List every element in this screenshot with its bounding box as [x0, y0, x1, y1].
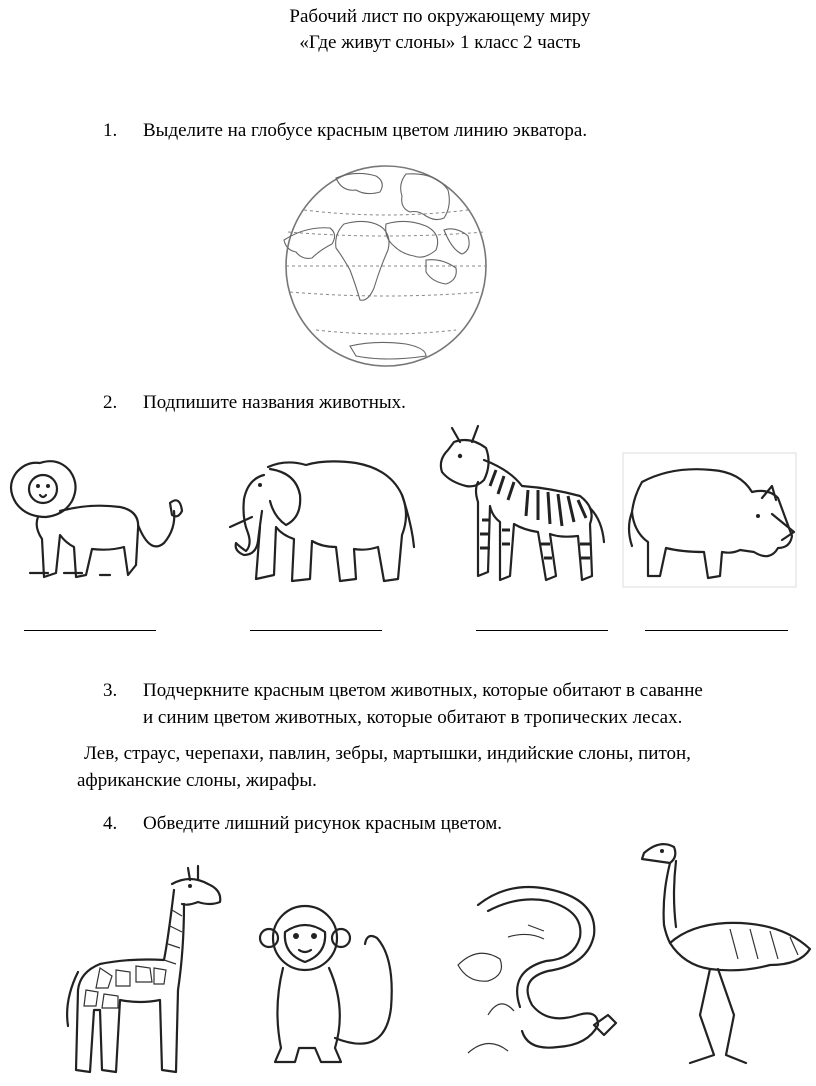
task-4-number: 4.	[103, 813, 118, 834]
worksheet-title-line1: Рабочий лист по окружающему миру	[289, 6, 591, 27]
lion-image[interactable]	[0, 455, 190, 585]
rhino-drawing	[629, 469, 794, 578]
task-3-text-line1: Подчеркните красным цветом животных, которые обитают в саванне	[143, 680, 703, 701]
task-2	[103, 389, 803, 417]
giraffe-drawing	[67, 866, 220, 1072]
worksheet-title-line2: «Где живут слоны» 1 класс 2 часть	[299, 32, 581, 53]
task-4-text: Обведите лишний рисунок красным цветом.	[143, 813, 503, 834]
lion-drawing	[11, 461, 182, 577]
zebra-drawing	[441, 426, 604, 580]
giraffe-image[interactable]	[60, 860, 230, 1080]
answer-line-elephant[interactable]	[250, 630, 382, 631]
task-3-text-line2: и синим цветом животных, которые обитают в тропических лесах.	[143, 707, 683, 728]
animal-list-line1: Лев, страус, черепахи, павлин, зебры, мартышки, индийские слоны, питон,	[84, 743, 691, 764]
ostrich-drawing	[642, 844, 810, 1063]
task-4	[103, 810, 803, 838]
monkey-drawing	[260, 906, 392, 1062]
python-drawing	[458, 887, 616, 1053]
animal-list-line2: африканские слоны, жирафы.	[77, 770, 317, 791]
answer-line-zebra[interactable]	[476, 630, 608, 631]
task-2-number: 2.	[103, 392, 118, 413]
ostrich-image[interactable]	[630, 835, 816, 1073]
task-3-number: 3.	[103, 680, 118, 701]
rhino-image[interactable]	[622, 452, 798, 590]
globe-image[interactable]	[276, 160, 496, 370]
elephant-image[interactable]	[226, 455, 421, 587]
task-1-number: 1.	[103, 120, 118, 141]
answer-line-lion[interactable]	[24, 630, 156, 631]
task-1-text: Выделите на глобусе красным цветом линию экватора.	[143, 120, 588, 141]
python-image[interactable]	[448, 875, 628, 1075]
elephant-drawing	[230, 461, 414, 581]
zebra-image[interactable]	[430, 420, 610, 590]
task-2-text: Подпишите названия животных.	[143, 392, 406, 413]
monkey-image[interactable]	[255, 898, 435, 1070]
answer-line-rhino[interactable]	[645, 630, 788, 631]
task-1	[103, 117, 803, 145]
task-3	[103, 677, 816, 733]
